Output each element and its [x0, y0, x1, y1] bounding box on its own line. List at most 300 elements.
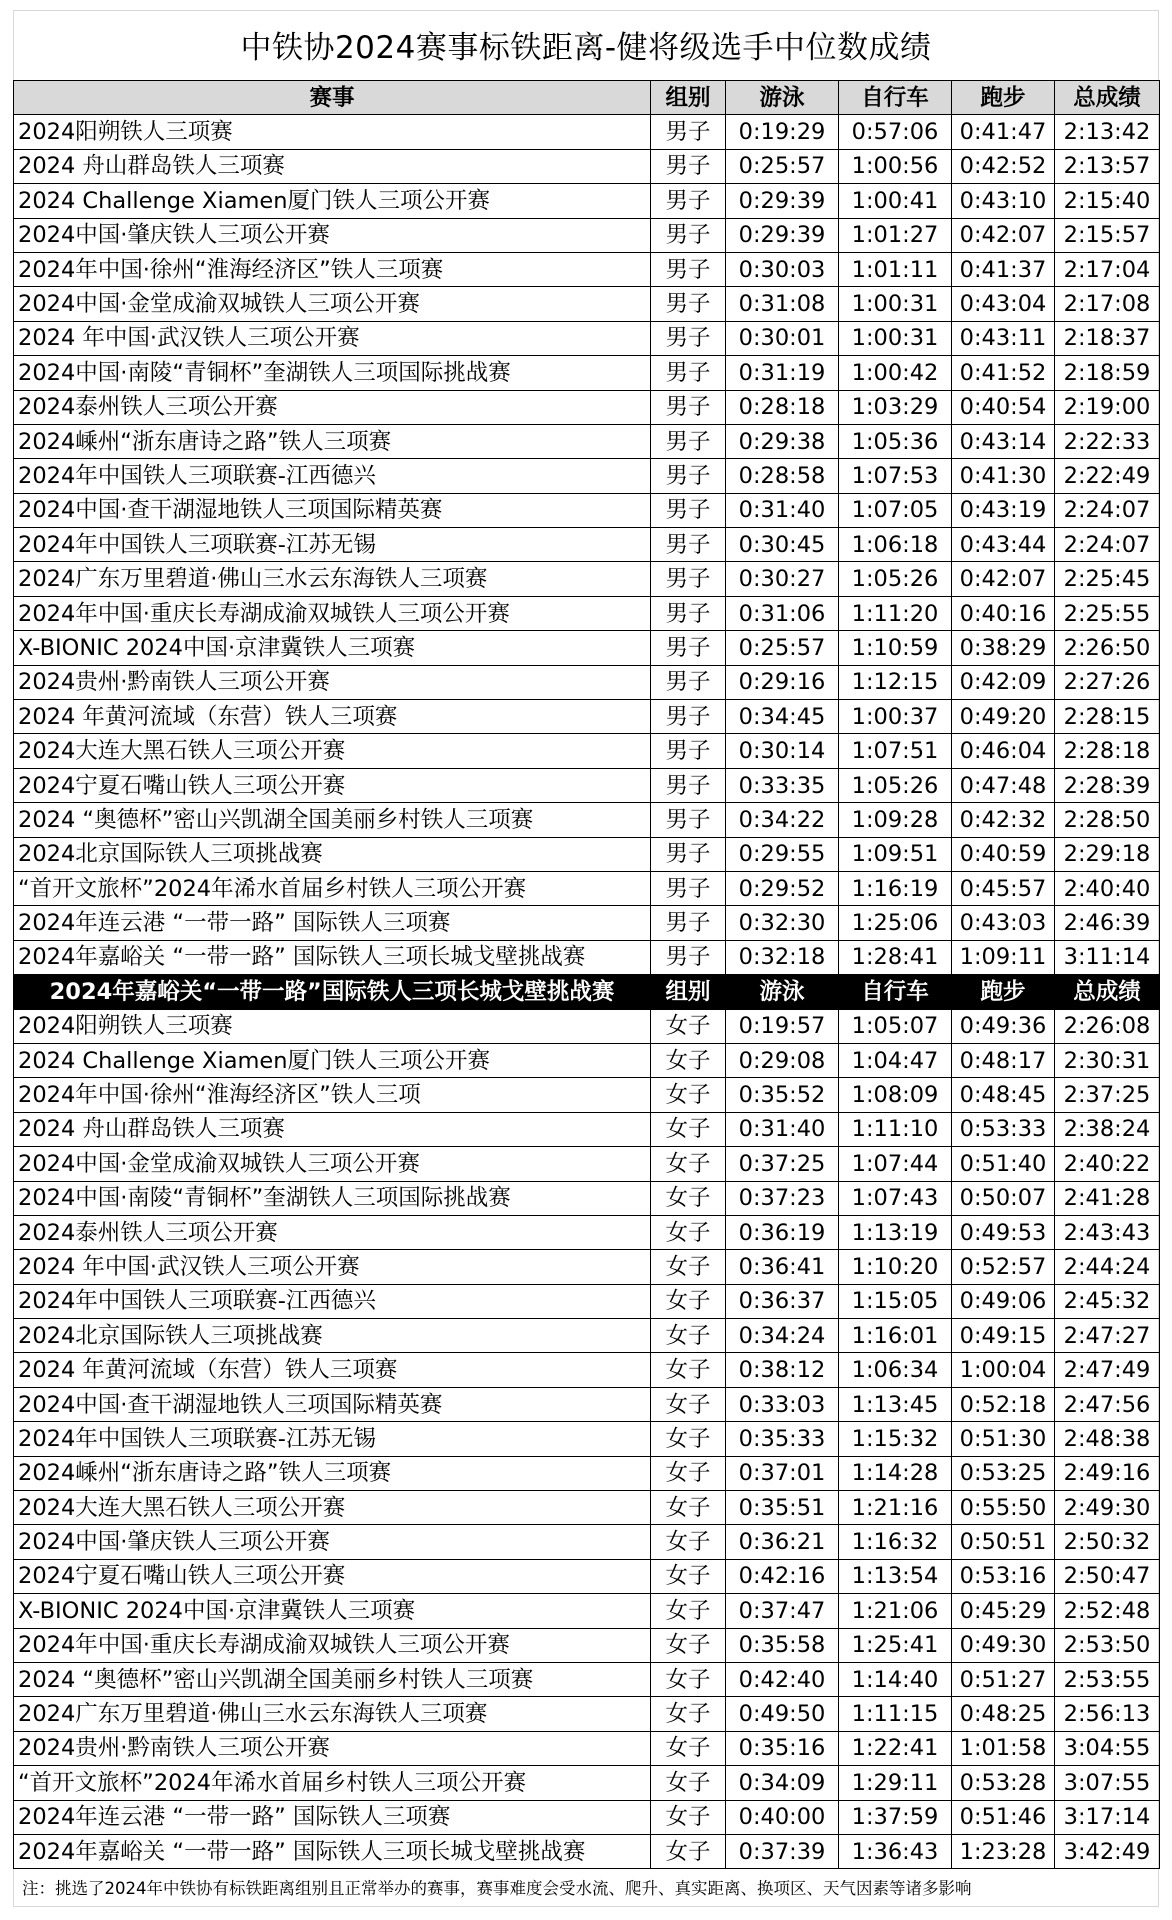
run-cell: 0:50:07	[952, 1181, 1055, 1215]
event-cell: 2024年中国铁人三项联赛-江苏无锡	[14, 1422, 651, 1456]
table-row	[14, 1319, 1160, 1353]
total-cell: 2:19:00	[1055, 390, 1160, 424]
group-cell: 男子	[651, 252, 726, 286]
total-cell: 2:37:25	[1055, 1078, 1160, 1112]
bike-cell: 1:06:34	[839, 1353, 952, 1387]
swim-cell: 0:42:40	[726, 1662, 839, 1696]
table-row	[14, 803, 1160, 837]
total-cell: 2:24:07	[1055, 528, 1160, 562]
table-row	[14, 1284, 1160, 1318]
swim-cell: 0:37:39	[726, 1834, 839, 1868]
swim-cell: 0:30:27	[726, 562, 839, 596]
event-cell: 2024贵州·黔南铁人三项公开赛	[14, 1731, 651, 1765]
swim-cell: 0:42:16	[726, 1559, 839, 1593]
run-cell: 0:48:25	[952, 1697, 1055, 1731]
group-cell: 男子	[651, 871, 726, 905]
total-cell: 2:47:27	[1055, 1319, 1160, 1353]
swim-cell: 0:49:50	[726, 1697, 839, 1731]
total-cell: 2:43:43	[1055, 1215, 1160, 1249]
event-cell: 2024年连云港 “一带一路” 国际铁人三项赛	[14, 906, 651, 940]
bike-cell: 1:07:05	[839, 493, 952, 527]
table-row	[14, 390, 1160, 424]
total-cell: 3:11:14	[1055, 940, 1160, 974]
swim-cell: 0:36:19	[726, 1215, 839, 1249]
table-row	[14, 149, 1160, 183]
event-cell: 2024北京国际铁人三项挑战赛	[14, 1319, 651, 1353]
bike-cell: 1:37:59	[839, 1800, 952, 1834]
table-row	[14, 1662, 1160, 1696]
swim-cell: 0:37:47	[726, 1594, 839, 1628]
event-cell: 2024 “奥德杯”密山兴凯湖全国美丽乡村铁人三项赛	[14, 803, 651, 837]
female-header-total: 总成绩	[1055, 975, 1160, 1009]
table-row	[14, 218, 1160, 252]
female-header-event: 2024年嘉峪关“一带一路”国际铁人三项长城戈壁挑战赛	[14, 975, 651, 1009]
group-cell: 女子	[651, 1525, 726, 1559]
total-cell: 2:15:57	[1055, 218, 1160, 252]
group-cell: 男子	[651, 493, 726, 527]
swim-cell: 0:25:57	[726, 149, 839, 183]
total-cell: 2:49:30	[1055, 1491, 1160, 1525]
swim-cell: 0:33:35	[726, 768, 839, 802]
swim-cell: 0:30:03	[726, 252, 839, 286]
event-cell: 2024 舟山群岛铁人三项赛	[14, 1112, 651, 1146]
female-header-run: 跑步	[952, 975, 1055, 1009]
total-cell: 2:50:47	[1055, 1559, 1160, 1593]
run-cell: 0:53:33	[952, 1112, 1055, 1146]
event-cell: 2024嵊州“浙东唐诗之路”铁人三项赛	[14, 1456, 651, 1490]
group-cell: 女子	[651, 1009, 726, 1043]
group-cell: 男子	[651, 115, 726, 149]
total-cell: 2:25:55	[1055, 596, 1160, 630]
run-cell: 0:52:18	[952, 1387, 1055, 1421]
group-cell: 女子	[651, 1766, 726, 1800]
group-cell: 男子	[651, 321, 726, 355]
table-row	[14, 1491, 1160, 1525]
bike-cell: 1:10:20	[839, 1250, 952, 1284]
bike-cell: 1:09:51	[839, 837, 952, 871]
group-cell: 男子	[651, 149, 726, 183]
swim-cell: 0:34:45	[726, 700, 839, 734]
bike-cell: 1:14:28	[839, 1456, 952, 1490]
bike-cell: 1:11:10	[839, 1112, 952, 1146]
table-row	[14, 734, 1160, 768]
group-cell: 男子	[651, 837, 726, 871]
run-cell: 0:42:09	[952, 665, 1055, 699]
event-cell: 2024 Challenge Xiamen厦门铁人三项公开赛	[14, 184, 651, 218]
event-cell: 2024中国·肇庆铁人三项公开赛	[14, 1525, 651, 1559]
group-cell: 女子	[651, 1834, 726, 1868]
bike-cell: 1:25:06	[839, 906, 952, 940]
run-cell: 0:48:17	[952, 1043, 1055, 1077]
bike-cell: 1:09:28	[839, 803, 952, 837]
event-cell: X-BIONIC 2024中国·京津冀铁人三项赛	[14, 631, 651, 665]
bike-cell: 1:25:41	[839, 1628, 952, 1662]
table-row	[14, 768, 1160, 802]
swim-cell: 0:28:58	[726, 459, 839, 493]
swim-cell: 0:36:41	[726, 1250, 839, 1284]
run-cell: 0:43:10	[952, 184, 1055, 218]
female-header-swim: 游泳	[726, 975, 839, 1009]
run-cell: 0:49:06	[952, 1284, 1055, 1318]
table-row	[14, 1628, 1160, 1662]
total-cell: 2:44:24	[1055, 1250, 1160, 1284]
swim-cell: 0:37:25	[726, 1147, 839, 1181]
table-row	[14, 1147, 1160, 1181]
total-cell: 2:18:37	[1055, 321, 1160, 355]
run-cell: 0:49:20	[952, 700, 1055, 734]
female-results	[14, 1009, 1160, 1869]
bike-cell: 1:00:56	[839, 149, 952, 183]
bike-cell: 1:13:45	[839, 1387, 952, 1421]
bike-cell: 1:08:09	[839, 1078, 952, 1112]
run-cell: 0:47:48	[952, 768, 1055, 802]
bike-cell: 1:15:05	[839, 1284, 952, 1318]
event-cell: 2024宁夏石嘴山铁人三项公开赛	[14, 1559, 651, 1593]
table-row	[14, 631, 1160, 665]
table-row	[14, 1800, 1160, 1834]
run-cell: 1:23:28	[952, 1834, 1055, 1868]
event-cell: 2024贵州·黔南铁人三项公开赛	[14, 665, 651, 699]
table-row	[14, 871, 1160, 905]
run-cell: 0:40:54	[952, 390, 1055, 424]
swim-cell: 0:29:52	[726, 871, 839, 905]
table-row	[14, 665, 1160, 699]
swim-cell: 0:38:12	[726, 1353, 839, 1387]
swim-cell: 0:37:23	[726, 1181, 839, 1215]
swim-cell: 0:40:00	[726, 1800, 839, 1834]
table-row	[14, 184, 1160, 218]
swim-cell: 0:34:09	[726, 1766, 839, 1800]
swim-cell: 0:19:29	[726, 115, 839, 149]
bike-cell: 1:13:19	[839, 1215, 952, 1249]
run-cell: 0:43:19	[952, 493, 1055, 527]
run-cell: 0:49:53	[952, 1215, 1055, 1249]
group-cell: 女子	[651, 1422, 726, 1456]
run-cell: 0:52:57	[952, 1250, 1055, 1284]
bike-cell: 1:04:47	[839, 1043, 952, 1077]
total-cell: 2:15:40	[1055, 184, 1160, 218]
group-cell: 男子	[651, 390, 726, 424]
group-cell: 女子	[651, 1250, 726, 1284]
event-cell: 2024中国·查干湖湿地铁人三项国际精英赛	[14, 1387, 651, 1421]
total-cell: 2:53:50	[1055, 1628, 1160, 1662]
group-cell: 男子	[651, 424, 726, 458]
bike-cell: 1:36:43	[839, 1834, 952, 1868]
run-cell: 0:43:11	[952, 321, 1055, 355]
bike-cell: 1:01:11	[839, 252, 952, 286]
group-cell: 男子	[651, 700, 726, 734]
header-bike: 自行车	[839, 81, 952, 115]
group-cell: 女子	[651, 1078, 726, 1112]
swim-cell: 0:37:01	[726, 1456, 839, 1490]
bike-cell: 1:00:37	[839, 700, 952, 734]
event-cell: 2024中国·金堂成渝双城铁人三项公开赛	[14, 1147, 651, 1181]
total-cell: 2:52:48	[1055, 1594, 1160, 1628]
swim-cell: 0:25:57	[726, 631, 839, 665]
event-cell: X-BIONIC 2024中国·京津冀铁人三项赛	[14, 1594, 651, 1628]
event-cell: 2024 舟山群岛铁人三项赛	[14, 149, 651, 183]
female-header-bike: 自行车	[839, 975, 952, 1009]
event-cell: 2024北京国际铁人三项挑战赛	[14, 837, 651, 871]
swim-cell: 0:36:21	[726, 1525, 839, 1559]
bike-cell: 1:07:43	[839, 1181, 952, 1215]
run-cell: 1:01:58	[952, 1731, 1055, 1765]
run-cell: 0:45:57	[952, 871, 1055, 905]
header-run: 跑步	[952, 81, 1055, 115]
group-cell: 女子	[651, 1353, 726, 1387]
table-row	[14, 596, 1160, 630]
header-swim: 游泳	[726, 81, 839, 115]
bike-cell: 1:28:41	[839, 940, 952, 974]
table-row	[14, 252, 1160, 286]
event-cell: 2024 年黄河流域（东营）铁人三项赛	[14, 700, 651, 734]
swim-cell: 0:30:01	[726, 321, 839, 355]
swim-cell: 0:35:52	[726, 1078, 839, 1112]
total-cell: 2:45:32	[1055, 1284, 1160, 1318]
group-cell: 女子	[651, 1731, 726, 1765]
swim-cell: 0:30:14	[726, 734, 839, 768]
table-row	[14, 287, 1160, 321]
swim-cell: 0:29:16	[726, 665, 839, 699]
bike-cell: 0:57:06	[839, 115, 952, 149]
bike-cell: 1:07:51	[839, 734, 952, 768]
swim-cell: 0:31:06	[726, 596, 839, 630]
swim-cell: 0:30:45	[726, 528, 839, 562]
total-cell: 2:40:22	[1055, 1147, 1160, 1181]
swim-cell: 0:29:39	[726, 218, 839, 252]
female-header	[14, 975, 1160, 1009]
table-row	[14, 528, 1160, 562]
run-cell: 0:51:46	[952, 1800, 1055, 1834]
group-cell: 女子	[651, 1147, 726, 1181]
run-cell: 0:51:30	[952, 1422, 1055, 1456]
female-header-group: 组别	[651, 975, 726, 1009]
event-cell: 2024中国·金堂成渝双城铁人三项公开赛	[14, 287, 651, 321]
total-cell: 3:07:55	[1055, 1766, 1160, 1800]
total-cell: 2:22:49	[1055, 459, 1160, 493]
group-cell: 女子	[651, 1662, 726, 1696]
total-cell: 2:28:15	[1055, 700, 1160, 734]
total-cell: 2:25:45	[1055, 562, 1160, 596]
total-cell: 3:17:14	[1055, 1800, 1160, 1834]
total-cell: 2:17:04	[1055, 252, 1160, 286]
group-cell: 女子	[651, 1456, 726, 1490]
bike-cell: 1:07:44	[839, 1147, 952, 1181]
bike-cell: 1:14:40	[839, 1662, 952, 1696]
bike-cell: 1:11:15	[839, 1697, 952, 1731]
total-cell: 2:22:33	[1055, 424, 1160, 458]
total-cell: 2:13:57	[1055, 149, 1160, 183]
bike-cell: 1:01:27	[839, 218, 952, 252]
table-row	[14, 562, 1160, 596]
swim-cell: 0:29:55	[726, 837, 839, 871]
bike-cell: 1:21:06	[839, 1594, 952, 1628]
swim-cell: 0:35:16	[726, 1731, 839, 1765]
swim-cell: 0:35:58	[726, 1628, 839, 1662]
run-cell: 0:43:44	[952, 528, 1055, 562]
run-cell: 0:53:16	[952, 1559, 1055, 1593]
total-cell: 2:53:55	[1055, 1662, 1160, 1696]
run-cell: 0:41:30	[952, 459, 1055, 493]
run-cell: 0:38:29	[952, 631, 1055, 665]
bike-cell: 1:06:18	[839, 528, 952, 562]
total-cell: 2:27:26	[1055, 665, 1160, 699]
total-cell: 2:13:42	[1055, 115, 1160, 149]
total-cell: 2:49:16	[1055, 1456, 1160, 1490]
total-cell: 2:48:38	[1055, 1422, 1160, 1456]
run-cell: 0:49:36	[952, 1009, 1055, 1043]
total-cell: 3:04:55	[1055, 1731, 1160, 1765]
run-cell: 0:42:07	[952, 562, 1055, 596]
run-cell: 0:45:29	[952, 1594, 1055, 1628]
male-header-row	[14, 81, 1160, 115]
group-cell: 男子	[651, 287, 726, 321]
run-cell: 0:40:59	[952, 837, 1055, 871]
results-table	[13, 80, 1160, 1869]
group-cell: 女子	[651, 1043, 726, 1077]
table-row	[14, 1215, 1160, 1249]
bike-cell: 1:22:41	[839, 1731, 952, 1765]
total-cell: 2:28:39	[1055, 768, 1160, 802]
table-row	[14, 1009, 1160, 1043]
group-cell: 女子	[651, 1491, 726, 1525]
bike-cell: 1:29:11	[839, 1766, 952, 1800]
event-cell: 2024中国·肇庆铁人三项公开赛	[14, 218, 651, 252]
bike-cell: 1:03:29	[839, 390, 952, 424]
total-cell: 3:42:49	[1055, 1834, 1160, 1868]
footnote: 注：挑选了2024年中铁协有标铁距离组别且正常举办的赛事，赛事难度会受水流、爬升、真实距离、换项区、天气因素等诸多影响	[22, 1879, 972, 1898]
group-cell: 男子	[651, 665, 726, 699]
table-row	[14, 459, 1160, 493]
total-cell: 2:41:28	[1055, 1181, 1160, 1215]
male-results	[14, 115, 1160, 975]
event-cell: 2024阳朔铁人三项赛	[14, 115, 651, 149]
event-cell: 2024 “奥德杯”密山兴凯湖全国美丽乡村铁人三项赛	[14, 1662, 651, 1696]
total-cell: 2:50:32	[1055, 1525, 1160, 1559]
swim-cell: 0:29:39	[726, 184, 839, 218]
event-cell: 2024 年黄河流域（东营）铁人三项赛	[14, 1353, 651, 1387]
run-cell: 0:48:45	[952, 1078, 1055, 1112]
group-cell: 男子	[651, 631, 726, 665]
total-cell: 2:18:59	[1055, 356, 1160, 390]
group-cell: 女子	[651, 1594, 726, 1628]
total-cell: 2:28:18	[1055, 734, 1160, 768]
bike-cell: 1:11:20	[839, 596, 952, 630]
table-row	[14, 115, 1160, 149]
swim-cell: 0:36:37	[726, 1284, 839, 1318]
swim-cell: 0:32:30	[726, 906, 839, 940]
bike-cell: 1:21:16	[839, 1491, 952, 1525]
total-cell: 2:40:40	[1055, 871, 1160, 905]
event-cell: 2024宁夏石嘴山铁人三项公开赛	[14, 768, 651, 802]
swim-cell: 0:35:33	[726, 1422, 839, 1456]
run-cell: 1:00:04	[952, 1353, 1055, 1387]
table-row	[14, 321, 1160, 355]
swim-cell: 0:29:08	[726, 1043, 839, 1077]
table-row	[14, 1353, 1160, 1387]
event-cell: 2024 年中国·武汉铁人三项公开赛	[14, 321, 651, 355]
total-cell: 2:38:24	[1055, 1112, 1160, 1146]
page-title: 中铁协2024赛事标铁距离-健将级选手中位数成绩	[240, 30, 932, 66]
table-row	[14, 1181, 1160, 1215]
group-cell: 女子	[651, 1559, 726, 1593]
bike-cell: 1:16:32	[839, 1525, 952, 1559]
group-cell: 男子	[651, 803, 726, 837]
table-row	[14, 1422, 1160, 1456]
header-event: 赛事	[14, 81, 651, 115]
table-row	[14, 1594, 1160, 1628]
swim-cell: 0:33:03	[726, 1387, 839, 1421]
group-cell: 女子	[651, 1800, 726, 1834]
bike-cell: 1:16:19	[839, 871, 952, 905]
event-cell: 2024泰州铁人三项公开赛	[14, 390, 651, 424]
bike-cell: 1:07:53	[839, 459, 952, 493]
group-cell: 男子	[651, 218, 726, 252]
total-cell: 2:26:08	[1055, 1009, 1160, 1043]
table-row	[14, 1250, 1160, 1284]
table-row	[14, 837, 1160, 871]
group-cell: 男子	[651, 734, 726, 768]
event-cell: 2024阳朔铁人三项赛	[14, 1009, 651, 1043]
table-row	[14, 1078, 1160, 1112]
table-row	[14, 700, 1160, 734]
group-cell: 男子	[651, 459, 726, 493]
event-cell: 2024年嘉峪关 “一带一路” 国际铁人三项长城戈壁挑战赛	[14, 940, 651, 974]
run-cell: 1:09:11	[952, 940, 1055, 974]
event-cell: 2024中国·南陵“青铜杯”奎湖铁人三项国际挑战赛	[14, 356, 651, 390]
run-cell: 0:51:40	[952, 1147, 1055, 1181]
event-cell: 2024年中国铁人三项联赛-江西德兴	[14, 459, 651, 493]
table-row	[14, 1456, 1160, 1490]
total-cell: 2:47:56	[1055, 1387, 1160, 1421]
event-cell: “首开文旅杯”2024年浠水首届乡村铁人三项公开赛	[14, 871, 651, 905]
bike-cell: 1:00:41	[839, 184, 952, 218]
swim-cell: 0:29:38	[726, 424, 839, 458]
run-cell: 0:53:28	[952, 1766, 1055, 1800]
event-cell: 2024大连大黑石铁人三项公开赛	[14, 734, 651, 768]
group-cell: 男子	[651, 768, 726, 802]
event-cell: 2024年中国·徐州“淮海经济区”铁人三项赛	[14, 252, 651, 286]
group-cell: 男子	[651, 356, 726, 390]
group-cell: 女子	[651, 1628, 726, 1662]
total-cell: 2:30:31	[1055, 1043, 1160, 1077]
event-cell: 2024中国·查干湖湿地铁人三项国际精英赛	[14, 493, 651, 527]
run-cell: 0:49:30	[952, 1628, 1055, 1662]
event-cell: 2024广东万里碧道·佛山三水云东海铁人三项赛	[14, 562, 651, 596]
run-cell: 0:41:37	[952, 252, 1055, 286]
table-row	[14, 424, 1160, 458]
bike-cell: 1:00:31	[839, 321, 952, 355]
total-cell: 2:17:08	[1055, 287, 1160, 321]
header-group: 组别	[651, 81, 726, 115]
swim-cell: 0:32:18	[726, 940, 839, 974]
group-cell: 女子	[651, 1319, 726, 1353]
run-cell: 0:55:50	[952, 1491, 1055, 1525]
table-row	[14, 906, 1160, 940]
group-cell: 女子	[651, 1181, 726, 1215]
event-cell: 2024年中国·徐州“淮海经济区”铁人三项	[14, 1078, 651, 1112]
group-cell: 男子	[651, 562, 726, 596]
group-cell: 女子	[651, 1284, 726, 1318]
total-cell: 2:47:49	[1055, 1353, 1160, 1387]
run-cell: 0:42:52	[952, 149, 1055, 183]
event-cell: “首开文旅杯”2024年浠水首届乡村铁人三项公开赛	[14, 1766, 651, 1800]
table-row	[14, 1525, 1160, 1559]
event-cell: 2024泰州铁人三项公开赛	[14, 1215, 651, 1249]
swim-cell: 0:34:24	[726, 1319, 839, 1353]
event-cell: 2024嵊州“浙东唐诗之路”铁人三项赛	[14, 424, 651, 458]
event-cell: 2024年中国·重庆长寿湖成渝双城铁人三项公开赛	[14, 596, 651, 630]
